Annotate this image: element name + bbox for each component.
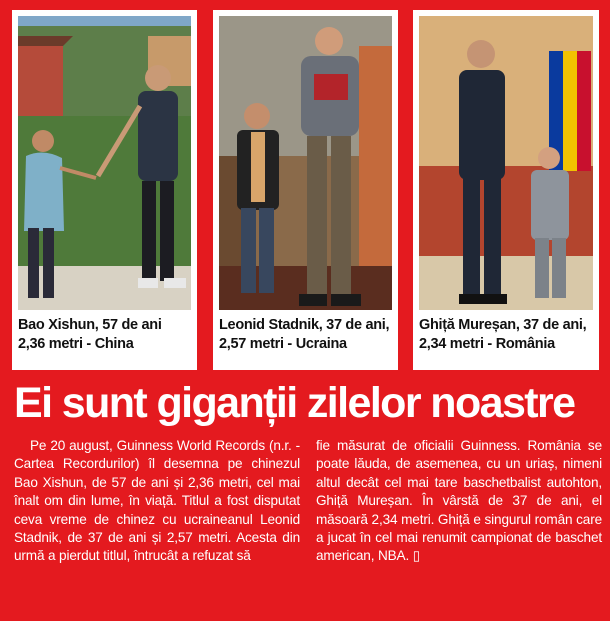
article-column-2: fie măsurat de oficialii Guinness. România se poate lăuda, de asemenea, cu un uriaș, nimeni altul decât cel mai tare baschetbalist autohton, Ghiță Mureșan. În vârstă de 37 de ani, el măsoară 2,34 metri. Ghiță e singurul român care a jucat în cel mai renumit campionat de baschet american, NBA. ▯ [316,438,602,564]
caption-line-name: Bao Xishun, 57 de ani [18,317,162,333]
caption-leonid-stadnik [219,316,394,354]
caption-bao-xishun [18,316,193,354]
article-column-1: Pe 20 august, Guinness World Records (n.r. - Cartea Recordurilor) îl desemna pe chinezul Bao Xishun, de 57 de ani și 2,36 metri, cel mai înalt om din lume, în viață. Titlul a fost disputat ceva vreme de chinez cu ucraineanul Leonid Stadnik, de 37 de ani și 2,57 metri. Acesta din urmă a pierdut titlul, întrucât a refuzat să [14,438,300,564]
photo-panel-ghita-muresan [413,10,599,370]
photo-leonid-stadnik [219,16,392,310]
headline: Ei sunt giganții zilelor noastre [14,379,575,427]
photo-panel-bao-xishun [12,10,197,370]
caption-line-name: Leonid Stadnik, 37 de ani, [219,317,390,333]
caption-ghita-muresan [419,316,595,354]
photo-panel-leonid-stadnik [213,10,398,370]
photo-ghita-muresan [419,16,593,310]
caption-line-height: 2,34 metri - România [419,336,555,352]
caption-line-name: Ghiță Mureșan, 37 de ani, [419,317,587,333]
caption-line-height: 2,36 metri - China [18,336,134,352]
photo-bao-xishun [18,16,191,310]
caption-line-height: 2,57 metri - Ucraina [219,336,347,352]
